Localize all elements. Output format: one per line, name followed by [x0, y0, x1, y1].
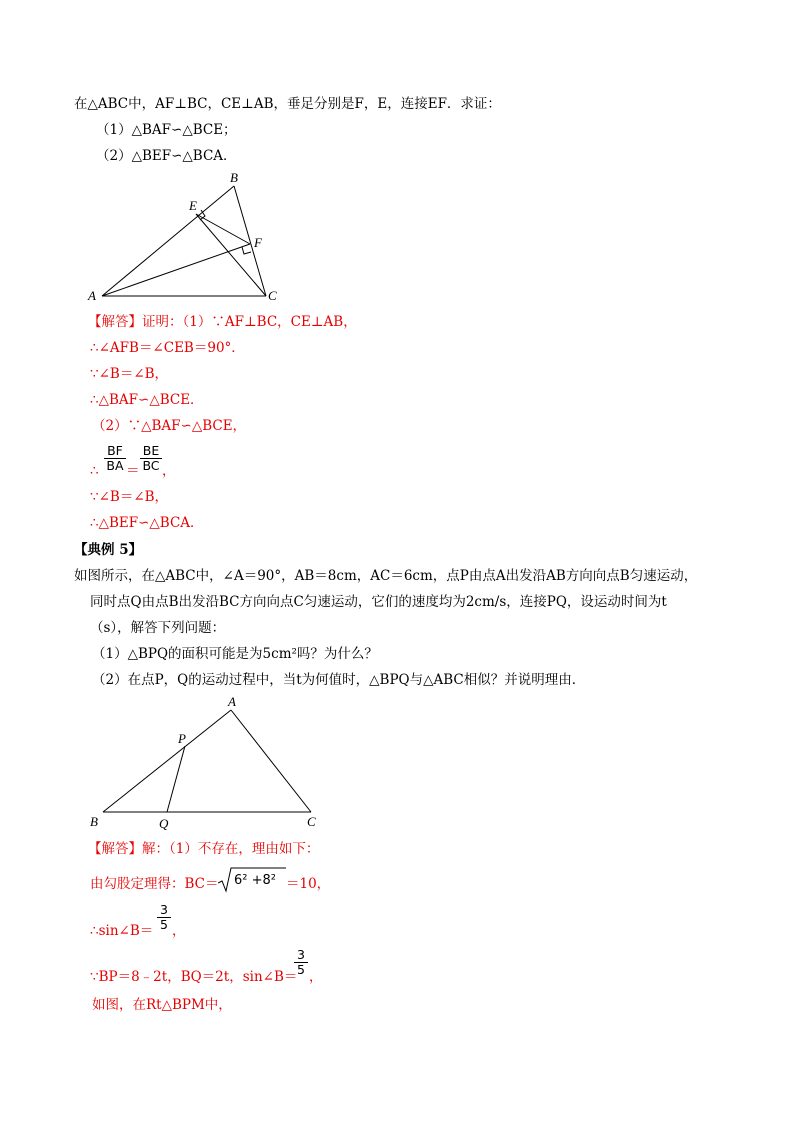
segment-ba — [103, 710, 231, 812]
sin2-denominator: 5 — [297, 962, 305, 977]
example-part-2: （2）在点P，Q的运动过程中，当t为何值时，△BPQ与△ABC相似？并说明理由． — [92, 672, 586, 688]
solution5-line-2-suffix: ＝10， — [286, 876, 331, 892]
problem-part-1: （1）△BAF∽△BCE； — [96, 122, 237, 138]
solution5-line-5: 如图，在Rt△BPM中， — [92, 997, 232, 1013]
solution-line-5: （2）∵△BAF∽△BCE， — [92, 418, 247, 434]
ratio-equals: ＝ — [126, 463, 140, 479]
solution-ratio-prefix: ∴ — [90, 463, 99, 479]
label-a: A — [88, 288, 96, 303]
segment-pq — [167, 746, 185, 812]
triangle-figure-1 — [80, 165, 300, 310]
solution-ratio-suffix: ， — [162, 463, 176, 479]
right-angle-mark-f — [242, 247, 251, 254]
sin-fraction — [157, 903, 171, 932]
ratio-fraction-left — [104, 444, 126, 473]
label-c: C — [268, 288, 277, 303]
problem-statement: 在△ABC中，AF⊥BC，CE⊥AB，垂足分别是F，E，连接EF．求证： — [74, 96, 501, 112]
ratio-left-numerator: BF — [107, 443, 123, 458]
solution5-line-2-prefix: 由勾股定理得：BC＝ — [90, 876, 219, 892]
example-heading: 【典例 5】 — [74, 542, 143, 558]
problem-part-2: （2）△BEF∽△BCA． — [96, 148, 237, 164]
sqrt-expression — [218, 866, 286, 894]
solution-line-1: 【解答】证明：（1）∵AF⊥BC，CE⊥AB， — [88, 314, 357, 330]
solution-line-7: ∵∠B＝∠B， — [90, 489, 169, 505]
solution5-line-4-suffix: ， — [309, 969, 323, 985]
example-statement-1: 如图所示，在△ABC中，∠A＝90°，AB＝8cm，AC＝6cm，点P由点A出发沿AB方向向点B匀速运动， — [74, 568, 698, 584]
example-part-1: （1）△BPQ的面积可能是为5cm²吗？为什么？ — [92, 646, 378, 662]
ratio-right-denominator: BC — [142, 458, 160, 473]
triangle-figure-2 — [85, 692, 330, 832]
ratio-left-denominator: BA — [106, 458, 124, 473]
sin-numerator: 3 — [160, 902, 168, 917]
label-a: A — [228, 694, 236, 709]
solution5-line-3-suffix: ， — [172, 923, 186, 939]
label-c: C — [307, 814, 316, 829]
solution-line-2: ∴∠AFB＝∠CEB＝90°． — [90, 340, 245, 356]
label-q: Q — [159, 816, 169, 831]
label-p: P — [178, 731, 186, 746]
segment-af — [102, 244, 250, 296]
label-b: B — [230, 170, 238, 185]
ratio-fraction-right — [140, 444, 162, 473]
label-e: E — [189, 198, 197, 213]
sqrt-content: 6² +8² — [234, 873, 276, 888]
solution5-line-1: 【解答】解：（1）不存在，理由如下： — [88, 841, 320, 857]
sin-fraction-2 — [294, 948, 308, 977]
solution-line-4: ∴△BAF∽△BCE． — [90, 392, 204, 408]
segment-ef — [196, 214, 250, 244]
example-statement-2: 同时点Q由点B出发沿BC方向向点C匀速运动，它们的速度均为2cm/s，连接PQ，设运动时间为t — [90, 594, 667, 610]
solution-line-8: ∴△BEF∽△BCA． — [90, 515, 204, 531]
segment-ce — [196, 214, 266, 296]
label-f: F — [254, 235, 262, 250]
example-statement-3: （s），解答下列问题： — [90, 620, 226, 636]
segment-ab — [102, 186, 234, 296]
segment-ac — [231, 710, 311, 812]
solution5-line-4-prefix: ∵BP＝8﹣2t，BQ＝2t，sin∠B＝ — [90, 969, 298, 985]
solution5-line-3-prefix: ∴sin∠B＝ — [90, 923, 154, 939]
label-b: B — [90, 814, 98, 829]
sin2-numerator: 3 — [297, 947, 305, 962]
ratio-right-numerator: BE — [142, 443, 160, 458]
sin-denominator: 5 — [160, 917, 168, 932]
solution-line-3: ∵∠B＝∠B， — [90, 366, 169, 382]
